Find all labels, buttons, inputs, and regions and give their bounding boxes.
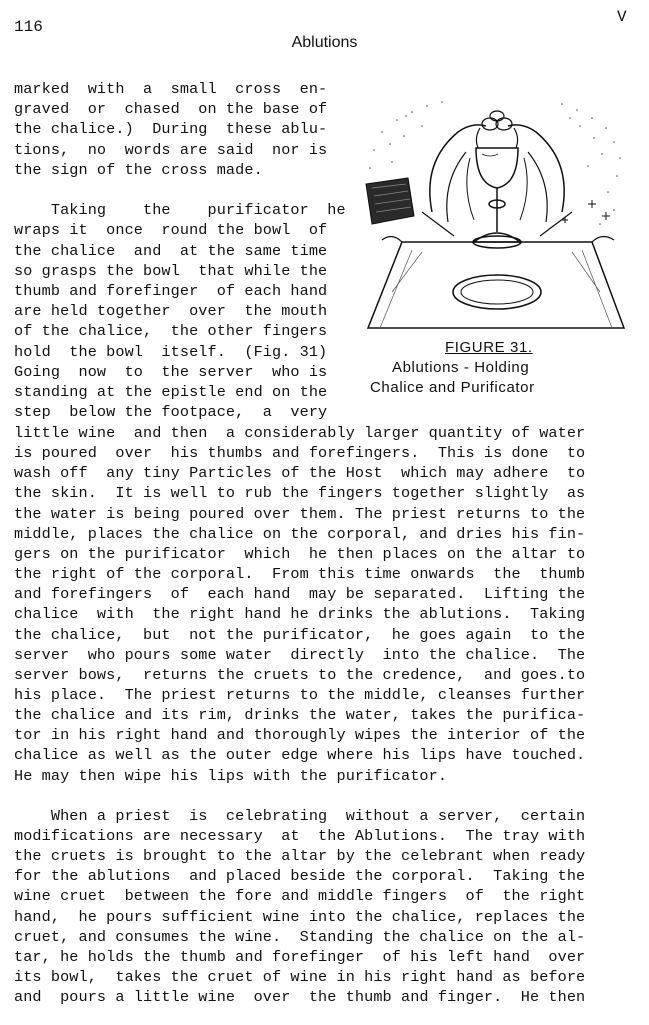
text-line: hold the bowl itself. (Fig. 31) [14,342,328,361]
figure-caption-line-1: Ablutions - Holding [392,359,530,376]
text-line: and forefingers of each hand may be separated. Lifting the [14,585,586,604]
text-line: tions, no words are said nor is [14,140,328,159]
text-line: cruet, and consumes the wine. Standing the chalice on the al- [14,927,586,946]
text-line: server who pours some water directly into the chalice. The [14,645,586,664]
text-line: for the ablutions and placed beside the corporal. Taking the [14,867,586,886]
figure-label: FIGURE 31. [445,339,533,356]
text-line: wash off any tiny Particles of the Host which may adhere to [14,464,586,483]
page-number: 116 [14,18,43,36]
text-line: He may then wipe his lips with the purificator. [14,766,448,785]
text-line: chalice with the right hand he drinks the ablutions. Taking [14,605,586,624]
text-line: tar, he holds the thumb and forefinger of his left hand over [14,947,586,966]
text-line: of the chalice, the other fingers [14,322,328,341]
text-line: the skin. It is well to rub the fingers together slightly as [14,484,586,503]
section-mark: V [617,8,627,26]
text-line: the chalice and at the same time [14,241,328,260]
chalice-illustration [362,92,630,332]
text-line: his place. The priest returns to the middle, cleanses further [14,685,586,704]
figure-caption-line-2: Chalice and Purificator [370,379,535,396]
text-line: tor in his right hand and thoroughly wipes the interior of the [14,726,586,745]
figure-illustration [362,92,630,332]
text-line: modifications are necessary at the Ablutions. The tray with [14,827,586,845]
text-line: so grasps the bowl that while the [14,261,328,280]
text-line: the cruets is brought to the altar by the celebrant when ready [14,847,586,866]
text-line: chalice as well as the outer edge where his lips have touched. [14,746,586,765]
text-line: the right of the corporal. From this time onwards the thumb [14,565,586,584]
missal-book [366,178,414,224]
text-line: the chalice and its rim, drinks the water, takes the purifica- [14,706,586,725]
text-line: the sign of the cross made. [14,160,263,179]
text-line: step below the footpace, a very [14,403,328,422]
text-line: is poured over his thumbs and forefingers. This is done to [14,444,586,463]
text-line: gers on the purificator which he then places on the altar to [14,544,586,563]
chalice [473,148,521,248]
text-line: its bowl, takes the cruet of wine in his right hand as before [14,968,586,987]
text-line: graved or chased on the base of [14,100,328,119]
joined-fingers [476,111,517,148]
text-line: Going now to the server who is [14,362,328,381]
text-line: thumb and forefinger of each hand [14,282,328,300]
text-line: Taking the purificator he [14,201,346,220]
text-line: the water is being poured over them. The priest returns to the [14,504,586,523]
text-line: hand, he pours sufficient wine into the chalice, replaces the [14,907,586,926]
text-line: wine cruet between the fore and middle fingers of the right [14,887,586,906]
text-line: are held together over the mouth [14,302,328,321]
text-line: server bows, returns the cruets to the credence, and goes.to [14,665,586,684]
text-line: and pours a little wine over the thumb and finger. He then [14,988,586,1007]
text-line: little wine and then a considerably larger quantity of water [14,424,586,442]
text-line: When a priest is celebrating without a server, certain [14,806,586,825]
text-line: the chalice.) During these ablu- [14,120,328,139]
text-line: standing at the epistle end on the [14,383,328,401]
text-line: the chalice, but not the purificator, he goes again to the [14,625,586,644]
text-line: marked with a small cross en- [14,80,328,98]
text-line: wraps it once round the bowl of [14,221,328,240]
text-line: middle, places the chalice on the corporal, and dries his fin- [14,524,586,543]
running-title: Ablutions [291,34,358,51]
